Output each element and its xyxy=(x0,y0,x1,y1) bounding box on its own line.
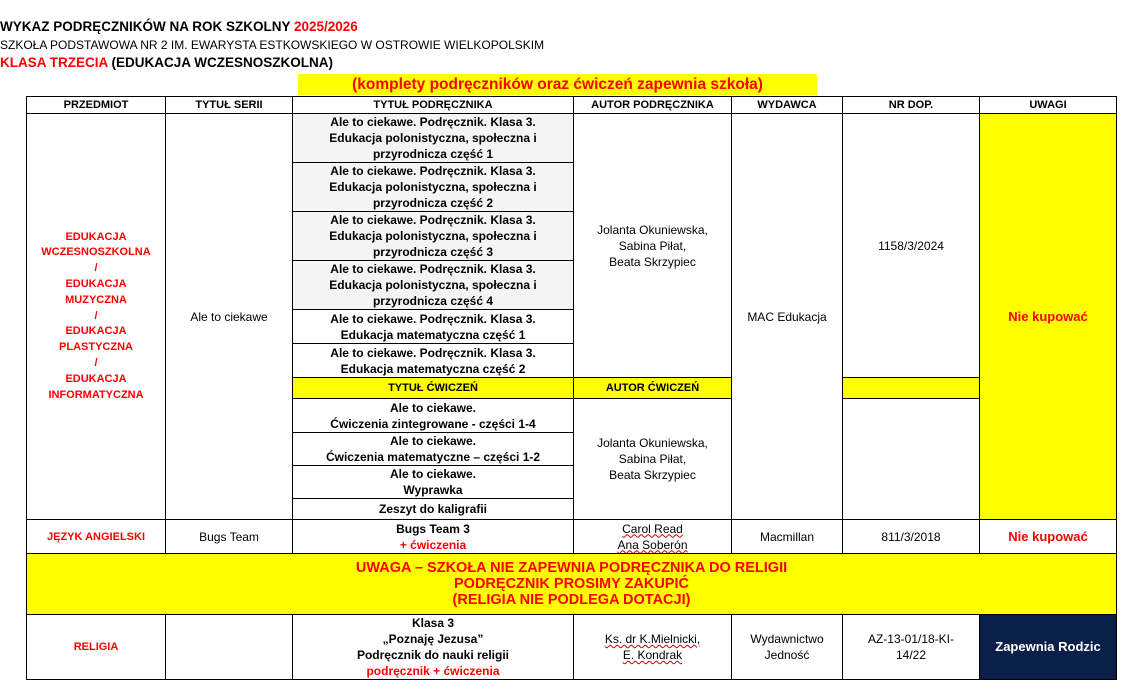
remarks: Zapewnia Rodzic xyxy=(980,615,1117,680)
subject-english: JĘZYK ANGIELSKI xyxy=(27,520,166,554)
exercise-title xyxy=(293,466,574,499)
religion-warning xyxy=(27,554,1117,615)
textbook-table xyxy=(26,96,1117,680)
remarks: Nie kupować xyxy=(980,114,1117,520)
subject-early-education xyxy=(27,114,166,520)
author-line: Jolanta Okuniewska, xyxy=(597,222,708,237)
remarks: Nie kupować xyxy=(980,520,1117,554)
textbook-title xyxy=(293,261,574,310)
textbook-line: Ale to ciekawe. Podręcznik. Klasa 3. xyxy=(330,213,536,227)
table-header-row xyxy=(27,97,1117,114)
author-line: Ana Soberón xyxy=(617,537,688,552)
textbook-line: Ale to ciekawe. Podręcznik. Klasa 3. xyxy=(330,262,536,276)
textbook-title xyxy=(293,520,574,554)
exercise-approval xyxy=(843,399,980,520)
subject-line: WCZESNOSZKOLNA xyxy=(41,246,151,259)
table-row-religion xyxy=(27,615,1117,680)
warning-line: PODRĘCZNIK PROSIMY ZAKUPIĆ xyxy=(454,576,689,592)
column-header: WYDAWCA xyxy=(732,97,843,114)
exercise-line: Ale to ciekawe. xyxy=(389,467,477,481)
author-line: Carol Read xyxy=(622,521,683,536)
textbook-line: Klasa 3 xyxy=(411,616,455,630)
series-title xyxy=(166,615,293,680)
textbook-line: przyrodnicza część 2 xyxy=(372,196,494,210)
textbook-line: Edukacja polonistyczna, społeczna i xyxy=(329,180,537,194)
supply-note: (komplety podręczników oraz ćwiczeń zapewnia szkoła) xyxy=(298,74,817,95)
exercise-title xyxy=(293,399,574,433)
author-line: Beata Skrzypiec xyxy=(609,468,696,482)
publisher: Macmillan xyxy=(732,520,843,554)
textbook-line: Ale to ciekawe. Podręcznik. Klasa 3. xyxy=(330,164,536,178)
subject-line: EDUKACJA xyxy=(65,372,127,385)
textbook-line: Edukacja polonistyczna, społeczna i xyxy=(329,278,537,292)
series-title: Bugs Team xyxy=(166,520,293,554)
approval-number: 811/3/2018 xyxy=(843,520,980,554)
warning-line: UWAGA – SZKOŁA NIE ZAPEWNIA PODRĘCZNIKA DO RELIGII xyxy=(355,560,788,576)
textbook-line: Edukacja matematyczna część 2 xyxy=(340,361,526,376)
subject-line: MUZYCZNA xyxy=(65,293,127,306)
textbook-title xyxy=(293,310,574,344)
class-name: KLASA TRZECIA xyxy=(0,55,108,70)
subject-religion: RELIGIA xyxy=(27,615,166,680)
author-line: Ks. dr K.Mielnicki, xyxy=(604,632,701,646)
textbook-line: Ale to ciekawe. Podręcznik. Klasa 3. xyxy=(330,345,536,360)
approval-number: 1158/3/2024 xyxy=(843,114,980,378)
textbook-authors xyxy=(574,520,732,554)
subject-line: / xyxy=(94,309,98,322)
subject-line: / xyxy=(94,262,98,275)
exercise-title-header: TYTUŁ ĆWICZEŃ xyxy=(293,378,574,399)
series-title: Ale to ciekawe xyxy=(166,114,293,520)
exercise-authors xyxy=(574,399,732,520)
publisher xyxy=(732,615,843,680)
textbook-line: przyrodnicza część 1 xyxy=(372,147,494,161)
column-header: TYTUŁ SERII xyxy=(166,97,293,114)
author-line: Jolanta Okuniewska, xyxy=(597,436,708,450)
exercise-line: Ćwiczenia zintegrowane - części 1-4 xyxy=(330,416,536,431)
class-heading xyxy=(0,55,1141,71)
column-header: TYTUŁ PODRĘCZNIKA xyxy=(293,97,574,114)
subject-line: EDUKACJA xyxy=(65,278,127,290)
author-line: E. Kondrak xyxy=(622,648,683,662)
textbook-extra: + ćwiczenia xyxy=(399,537,467,552)
title-text: WYKAZ PODRĘCZNIKÓW NA ROK SZKOLNY xyxy=(0,19,294,34)
textbook-title xyxy=(293,615,574,680)
textbook-authors xyxy=(574,615,732,680)
exercise-title: Zeszyt do kaligrafii xyxy=(293,499,574,520)
document-title xyxy=(0,19,1141,35)
school-name: SZKOŁA PODSTAWOWA NR 2 IM. EWARYSTA ESTKOWSKIEGO W OSTROWIE WIELKOPOLSKIM xyxy=(0,38,545,52)
subject-line: / xyxy=(94,356,98,369)
textbook-line: Edukacja polonistyczna, społeczna i xyxy=(329,131,537,145)
class-level: (EDUKACJA WCZESNOSZKOLNA) xyxy=(107,55,333,70)
textbook-title xyxy=(293,114,574,163)
textbook-title xyxy=(293,163,574,212)
textbook-line: Ale to ciekawe. Podręcznik. Klasa 3. xyxy=(330,115,536,129)
exercise-line: Ale to ciekawe. xyxy=(389,434,477,448)
table-row-english xyxy=(27,520,1117,554)
textbook-title xyxy=(293,212,574,261)
author-line: Beata Skrzypiec xyxy=(609,254,696,269)
textbook-title xyxy=(293,344,574,378)
textbook-line: przyrodnicza część 3 xyxy=(372,245,494,259)
exercise-line: Ale to ciekawe. xyxy=(389,400,477,415)
subject-line: EDUKACJA xyxy=(65,230,127,243)
approval-line: AZ-13-01/18-KI- xyxy=(867,632,955,646)
textbook-line: „Poznaję Jezusa” xyxy=(382,632,484,646)
exercise-approval-blank xyxy=(843,378,980,399)
exercise-title xyxy=(293,433,574,466)
textbook-line: Edukacja polonistyczna, społeczna i xyxy=(329,229,537,243)
textbook-line: Bugs Team 3 xyxy=(396,521,470,536)
textbook-line: przyrodnicza część 4 xyxy=(372,294,494,308)
author-line: Sabina Piłat, xyxy=(618,238,687,253)
title-year: 2025/2026 xyxy=(294,19,358,34)
warning-row xyxy=(27,554,1117,615)
textbook-line: Podręcznik do nauki religii xyxy=(356,648,510,662)
subject-line: EDUKACJA xyxy=(65,325,127,338)
subject-line: PLASTYCZNA xyxy=(59,341,133,354)
exercise-line: Wyprawka xyxy=(403,483,463,497)
column-header: NR DOP. xyxy=(843,97,980,114)
exercise-line: Ćwiczenia matematyczne – części 1-2 xyxy=(325,450,541,464)
warning-line: (RELIGIA NIE PODLEGA DOTACJI) xyxy=(452,592,691,608)
exercise-author-header: AUTOR ĆWICZEŃ xyxy=(574,378,732,399)
publisher-line: Jedność xyxy=(764,648,810,662)
textbook-line: Ale to ciekawe. Podręcznik. Klasa 3. xyxy=(330,311,536,326)
column-header: AUTOR PODRĘCZNIKA xyxy=(574,97,732,114)
publisher-line: Wydawnictwo xyxy=(750,632,824,646)
approval-number xyxy=(843,615,980,680)
textbook-authors xyxy=(574,114,732,378)
textbook-line: Edukacja matematyczna część 1 xyxy=(340,327,526,342)
table-row xyxy=(27,114,1117,163)
approval-line: 14/22 xyxy=(895,648,927,662)
author-line: Sabina Piłat, xyxy=(618,452,687,466)
publisher: MAC Edukacja xyxy=(732,114,843,520)
textbook-extra: podręcznik + ćwiczenia xyxy=(366,664,500,678)
column-header: UWAGI xyxy=(980,97,1117,114)
subject-line: INFORMATYCZNA xyxy=(48,388,144,401)
column-header: PRZEDMIOT xyxy=(27,97,166,114)
